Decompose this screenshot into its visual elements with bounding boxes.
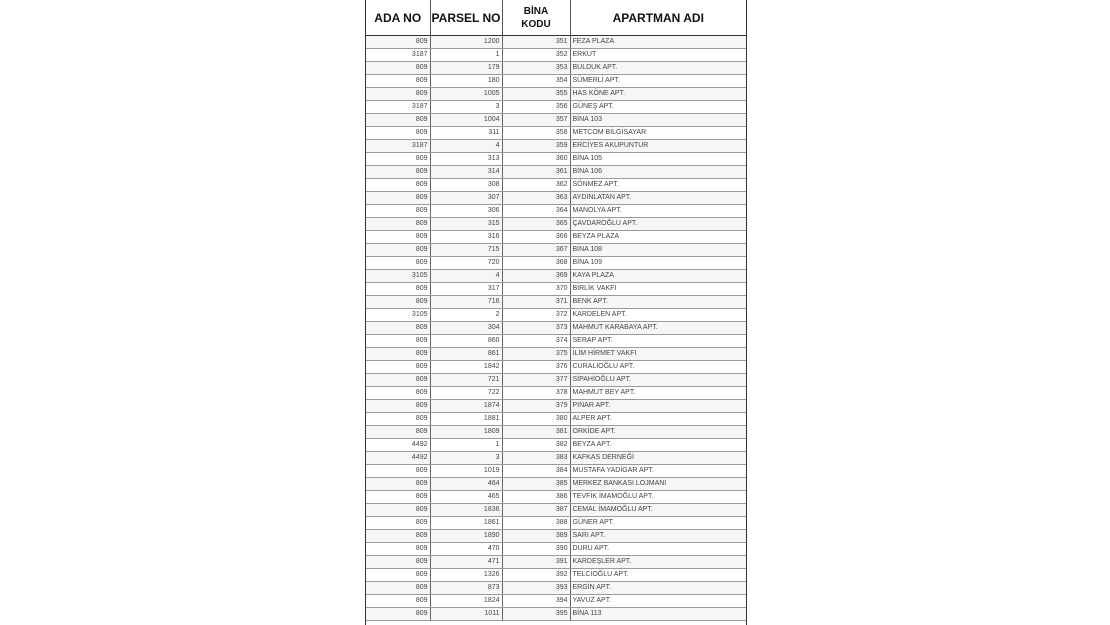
bina-kodu-cell: 363 <box>502 192 570 205</box>
apartman-adi-cell: ERCİYES AKUPUNTUR <box>570 140 746 153</box>
table-row <box>366 205 746 218</box>
apartman-adi-cell: SERAP APT. <box>570 335 746 348</box>
header-parsel-no: PARSEL NO <box>430 0 502 36</box>
parsel-no-cell: 3 <box>430 452 502 465</box>
apartman-adi-cell: TEVFİK İMAMOĞLU APT. <box>570 491 746 504</box>
bina-kodu-cell: 391 <box>502 556 570 569</box>
table-row <box>366 75 746 88</box>
ada-no-cell: 809 <box>366 361 430 374</box>
bina-kodu-cell: 368 <box>502 257 570 270</box>
ada-no-cell: 809 <box>366 257 430 270</box>
bina-kodu-cell: 385 <box>502 478 570 491</box>
bina-kodu-cell: 390 <box>502 543 570 556</box>
parsel-no-cell: 1326 <box>430 569 502 582</box>
bina-kodu-cell: 373 <box>502 322 570 335</box>
parsel-no-cell: 313 <box>430 153 502 166</box>
bina-kodu-cell: 352 <box>502 49 570 62</box>
bina-kodu-cell: 388 <box>502 517 570 530</box>
table-row <box>366 569 746 582</box>
apartman-adi-cell: BİNA 109 <box>570 257 746 270</box>
parsel-no-cell: 720 <box>430 257 502 270</box>
bina-kodu-cell: 389 <box>502 530 570 543</box>
ada-no-cell: 809 <box>366 569 430 582</box>
apartman-adi-cell: ÇAVDAROĞLU APT. <box>570 218 746 231</box>
apartman-adi-cell: BENK APT. <box>570 296 746 309</box>
bina-kodu-cell: 377 <box>502 374 570 387</box>
ada-no-cell: 809 <box>366 582 430 595</box>
apartman-adi-cell: MUSTAFA YADİGAR APT. <box>570 465 746 478</box>
table-row <box>366 517 746 530</box>
apartman-adi-cell: BİRLİK VAKFI <box>570 283 746 296</box>
ada-no-cell: 3105 <box>366 270 430 283</box>
ada-no-cell: 809 <box>366 36 430 49</box>
parsel-no-cell: 1861 <box>430 517 502 530</box>
bina-kodu-cell: 367 <box>502 244 570 257</box>
parsel-no-cell: 860 <box>430 335 502 348</box>
table-row <box>366 88 746 101</box>
apartman-adi-cell: CEMAL İMAMOĞLU APT. <box>570 504 746 517</box>
table-row <box>366 361 746 374</box>
table-row <box>366 439 746 452</box>
bina-kodu-cell: 353 <box>502 62 570 75</box>
bina-kodu-cell: 381 <box>502 426 570 439</box>
table-row <box>366 478 746 491</box>
ada-no-cell: 809 <box>366 491 430 504</box>
ada-no-cell: 809 <box>366 127 430 140</box>
apartman-adi-cell: MAHMUT BEY APT. <box>570 387 746 400</box>
ada-no-cell: 4492 <box>366 439 430 452</box>
table-row <box>366 530 746 543</box>
ada-no-cell: 809 <box>366 556 430 569</box>
apartman-adi-cell: METCOM BİLGİSAYAR <box>570 127 746 140</box>
table-row <box>366 504 746 517</box>
apartman-adi-cell: DURU APT. <box>570 543 746 556</box>
bina-kodu-cell: 366 <box>502 231 570 244</box>
apartman-adi-cell: YAVUZ APT. <box>570 595 746 608</box>
ada-no-cell: 809 <box>366 543 430 556</box>
ada-no-cell: 809 <box>366 153 430 166</box>
parsel-no-cell: 861 <box>430 348 502 361</box>
parsel-no-cell: 1004 <box>430 114 502 127</box>
parsel-no-cell: 1881 <box>430 413 502 426</box>
apartman-adi-cell: HAS KÖNE APT. <box>570 88 746 101</box>
table-body <box>366 36 746 621</box>
bina-kodu-cell: 357 <box>502 114 570 127</box>
ada-no-cell: 809 <box>366 62 430 75</box>
parsel-no-cell: 470 <box>430 543 502 556</box>
apartman-adi-cell: SÖNMEZ APT. <box>570 179 746 192</box>
bina-kodu-cell: 376 <box>502 361 570 374</box>
table-row <box>366 491 746 504</box>
ada-no-cell: 809 <box>366 244 430 257</box>
parsel-no-cell: 716 <box>430 296 502 309</box>
table-row <box>366 270 746 283</box>
ada-no-cell: 809 <box>366 231 430 244</box>
ada-no-cell: 4492 <box>366 452 430 465</box>
apartman-adi-cell: SİPAHİOĞLU APT. <box>570 374 746 387</box>
apartman-adi-cell: KAFKAS DERNEĞİ <box>570 452 746 465</box>
apartman-adi-cell: FEZA PLAZA <box>570 36 746 49</box>
apartman-adi-cell: BEYZA PLAZA <box>570 231 746 244</box>
ada-no-cell: 809 <box>366 322 430 335</box>
bina-kodu-cell: 383 <box>502 452 570 465</box>
header-ada-no: ADA NO <box>366 0 430 36</box>
ada-no-cell: 809 <box>366 465 430 478</box>
parsel-no-cell: 304 <box>430 322 502 335</box>
apartman-adi-cell: BİNA 113 <box>570 608 746 621</box>
parsel-no-cell: 306 <box>430 205 502 218</box>
table-row <box>366 231 746 244</box>
parsel-no-cell: 1 <box>430 49 502 62</box>
bina-kodu-cell: 374 <box>502 335 570 348</box>
table-row <box>366 192 746 205</box>
spreadsheet-document <box>365 0 747 625</box>
ada-no-cell: 809 <box>366 400 430 413</box>
apartman-adi-cell: GÜNER APT. <box>570 517 746 530</box>
bina-kodu-cell: 356 <box>502 101 570 114</box>
bina-kodu-cell: 365 <box>502 218 570 231</box>
parsel-no-cell: 1011 <box>430 608 502 621</box>
ada-no-cell: 809 <box>366 205 430 218</box>
ada-no-cell: 809 <box>366 296 430 309</box>
ada-no-cell: 809 <box>366 517 430 530</box>
table-row <box>366 335 746 348</box>
parsel-no-cell: 471 <box>430 556 502 569</box>
table-row <box>366 608 746 621</box>
parsel-no-cell: 715 <box>430 244 502 257</box>
apartman-adi-cell: BİNA 103 <box>570 114 746 127</box>
bina-kodu-cell: 375 <box>502 348 570 361</box>
bina-kodu-cell: 394 <box>502 595 570 608</box>
apartman-adi-cell: KAYA PLAZA <box>570 270 746 283</box>
parsel-no-cell: 1890 <box>430 530 502 543</box>
apartman-adi-cell: KARDELEN APT. <box>570 309 746 322</box>
parsel-no-cell: 4 <box>430 270 502 283</box>
table-row <box>366 595 746 608</box>
bina-kodu-cell: 393 <box>502 582 570 595</box>
parsel-no-cell: 1809 <box>430 426 502 439</box>
parsel-no-cell: 1 <box>430 439 502 452</box>
bina-kodu-cell: 351 <box>502 36 570 49</box>
parsel-no-cell: 317 <box>430 283 502 296</box>
table-row <box>366 257 746 270</box>
table-row <box>366 296 746 309</box>
bina-kodu-cell: 369 <box>502 270 570 283</box>
ada-no-cell: 809 <box>366 374 430 387</box>
parsel-no-cell: 2 <box>430 309 502 322</box>
table-header <box>366 0 746 36</box>
apartman-adi-cell: SARI APT. <box>570 530 746 543</box>
table-row <box>366 452 746 465</box>
table-row <box>366 166 746 179</box>
ada-no-cell: 3187 <box>366 101 430 114</box>
bina-kodu-cell: 355 <box>502 88 570 101</box>
parsel-no-cell: 722 <box>430 387 502 400</box>
apartman-adi-cell: MERKEZ BANKASI LOJMANI <box>570 478 746 491</box>
ada-no-cell: 809 <box>366 166 430 179</box>
apartman-adi-cell: BİNA 108 <box>570 244 746 257</box>
bina-kodu-cell: 358 <box>502 127 570 140</box>
parsel-no-cell: 873 <box>430 582 502 595</box>
parsel-no-cell: 3 <box>430 101 502 114</box>
apartman-adi-cell: AYDINLATAN APT. <box>570 192 746 205</box>
apartman-adi-cell: ERKUT <box>570 49 746 62</box>
parsel-no-cell: 1874 <box>430 400 502 413</box>
apartman-adi-cell: ORKİDE APT. <box>570 426 746 439</box>
bina-kodu-cell: 395 <box>502 608 570 621</box>
bina-kodu-cell: 361 <box>502 166 570 179</box>
ada-no-cell: 809 <box>366 179 430 192</box>
apartman-adi-cell: BULDUK APT. <box>570 62 746 75</box>
ada-no-cell: 809 <box>366 114 430 127</box>
parsel-no-cell: 1842 <box>430 361 502 374</box>
parsel-no-cell: 311 <box>430 127 502 140</box>
table-row <box>366 153 746 166</box>
apartman-adi-cell: MAHMUT KARABAYA APT. <box>570 322 746 335</box>
parsel-no-cell: 464 <box>430 478 502 491</box>
apartman-adi-cell: BEYZA APT. <box>570 439 746 452</box>
header-bina-kodu-line2: KODU <box>521 18 551 30</box>
ada-no-cell: 809 <box>366 75 430 88</box>
apartman-adi-cell: BİNA 106 <box>570 166 746 179</box>
parsel-no-cell: 721 <box>430 374 502 387</box>
apartman-adi-cell: MANOLYA APT. <box>570 205 746 218</box>
bina-kodu-cell: 362 <box>502 179 570 192</box>
header-row <box>366 0 746 36</box>
bina-kodu-cell: 386 <box>502 491 570 504</box>
parsel-no-cell: 315 <box>430 218 502 231</box>
table-row <box>366 62 746 75</box>
bina-kodu-cell: 359 <box>502 140 570 153</box>
parsel-no-cell: 180 <box>430 75 502 88</box>
table-row <box>366 140 746 153</box>
bina-kodu-cell: 384 <box>502 465 570 478</box>
table-row <box>366 244 746 257</box>
table-row <box>366 348 746 361</box>
header-bina-kodu-line1: BİNA <box>523 5 549 17</box>
parsel-no-cell: 316 <box>430 231 502 244</box>
parsel-no-cell: 1005 <box>430 88 502 101</box>
apartman-adi-cell: GÜNEŞ APT. <box>570 101 746 114</box>
ada-no-cell: 3105 <box>366 309 430 322</box>
header-apartman-adi: APARTMAN ADI <box>570 0 746 36</box>
ada-no-cell: 3187 <box>366 49 430 62</box>
table-row <box>366 400 746 413</box>
ada-no-cell: 809 <box>366 595 430 608</box>
table-row <box>366 374 746 387</box>
ada-no-cell: 809 <box>366 413 430 426</box>
parsel-no-cell: 308 <box>430 179 502 192</box>
table-row <box>366 114 746 127</box>
bina-kodu-cell: 371 <box>502 296 570 309</box>
ada-no-cell: 809 <box>366 504 430 517</box>
ada-no-cell: 809 <box>366 218 430 231</box>
ada-no-cell: 809 <box>366 478 430 491</box>
bina-kodu-cell: 379 <box>502 400 570 413</box>
table-row <box>366 179 746 192</box>
parsel-no-cell: 314 <box>430 166 502 179</box>
ada-no-cell: 809 <box>366 192 430 205</box>
parsel-no-cell: 1824 <box>430 595 502 608</box>
parsel-no-cell: 179 <box>430 62 502 75</box>
table-row <box>366 556 746 569</box>
ada-no-cell: 3187 <box>366 140 430 153</box>
parsel-no-cell: 307 <box>430 192 502 205</box>
table-row <box>366 543 746 556</box>
apartman-adi-cell: SÜMERLİ APT. <box>570 75 746 88</box>
apartman-adi-cell: KARDEŞLER APT. <box>570 556 746 569</box>
bina-kodu-cell: 354 <box>502 75 570 88</box>
table-row <box>366 218 746 231</box>
ada-no-cell: 809 <box>366 530 430 543</box>
parsel-no-cell: 465 <box>430 491 502 504</box>
table-row <box>366 413 746 426</box>
table-row <box>366 387 746 400</box>
table-row <box>366 101 746 114</box>
ada-no-cell: 809 <box>366 387 430 400</box>
bina-kodu-cell: 387 <box>502 504 570 517</box>
table-row <box>366 36 746 49</box>
apartman-adi-cell: TELCİOĞLU APT. <box>570 569 746 582</box>
table-row <box>366 322 746 335</box>
table-row <box>366 127 746 140</box>
table-row <box>366 582 746 595</box>
bina-kodu-cell: 378 <box>502 387 570 400</box>
ada-no-cell: 809 <box>366 608 430 621</box>
bina-kodu-cell: 392 <box>502 569 570 582</box>
apartman-adi-cell: BİNA 105 <box>570 153 746 166</box>
table-row <box>366 283 746 296</box>
parsel-no-cell: 1200 <box>430 36 502 49</box>
ada-no-cell: 809 <box>366 426 430 439</box>
bina-kodu-cell: 382 <box>502 439 570 452</box>
table-row <box>366 426 746 439</box>
ada-no-cell: 809 <box>366 283 430 296</box>
parsel-no-cell: 4 <box>430 140 502 153</box>
table-row <box>366 465 746 478</box>
table-row <box>366 309 746 322</box>
parsel-no-cell: 1836 <box>430 504 502 517</box>
apartman-adi-cell: ALPER APT. <box>570 413 746 426</box>
ada-no-cell: 809 <box>366 335 430 348</box>
parsel-no-cell: 1019 <box>430 465 502 478</box>
bina-kodu-cell: 364 <box>502 205 570 218</box>
bina-kodu-cell: 360 <box>502 153 570 166</box>
apartman-adi-cell: PINAR APT. <box>570 400 746 413</box>
apartman-adi-cell: CURALIOĞLU APT. <box>570 361 746 374</box>
building-table <box>366 0 746 621</box>
bina-kodu-cell: 380 <box>502 413 570 426</box>
header-bina-kodu <box>502 0 570 36</box>
ada-no-cell: 809 <box>366 348 430 361</box>
bina-kodu-cell: 372 <box>502 309 570 322</box>
table-row <box>366 49 746 62</box>
bina-kodu-cell: 370 <box>502 283 570 296</box>
apartman-adi-cell: ERGİN APT. <box>570 582 746 595</box>
apartman-adi-cell: İLİM HİRMET VAKFI <box>570 348 746 361</box>
ada-no-cell: 809 <box>366 88 430 101</box>
